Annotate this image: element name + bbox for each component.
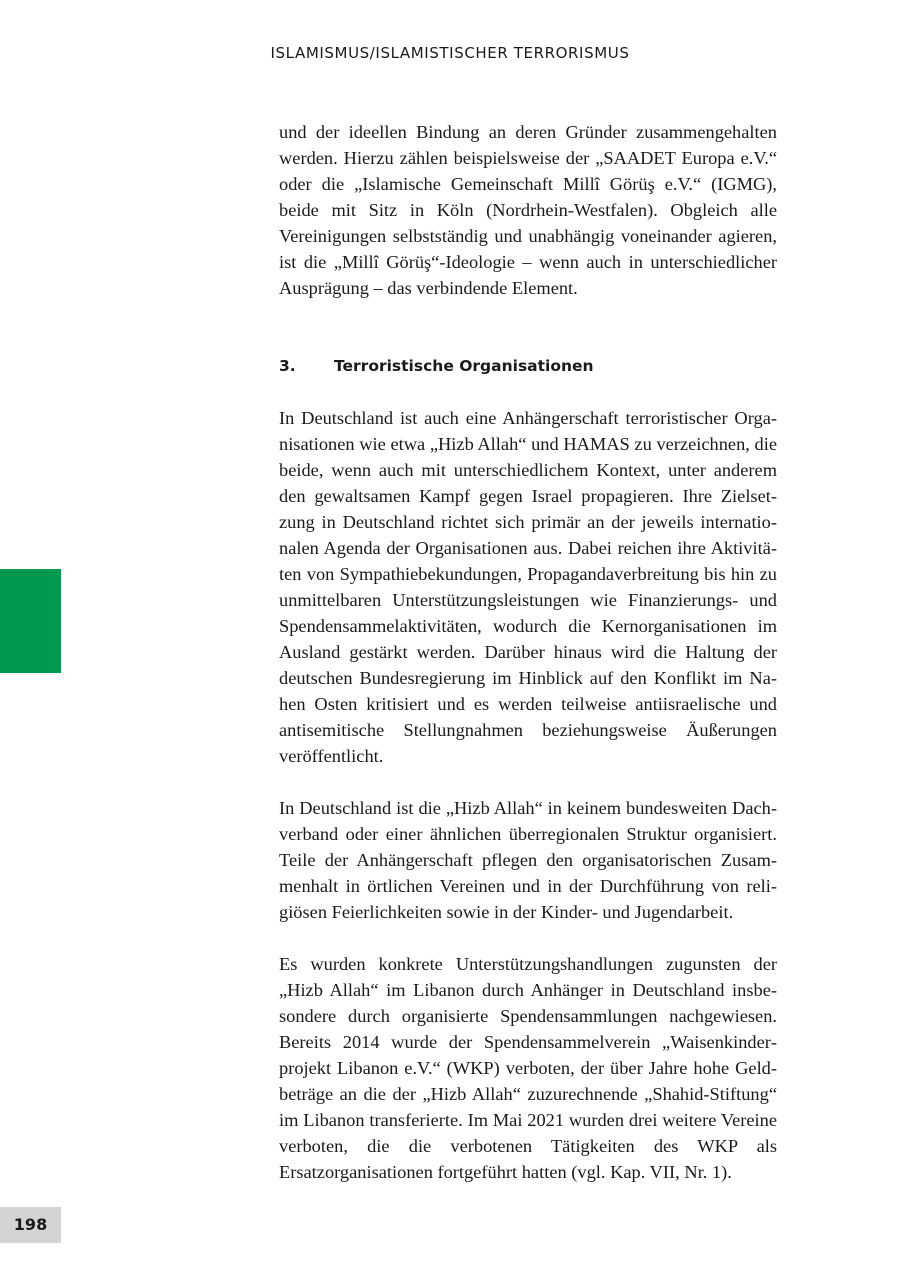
body-paragraph-3: Es wurden konkrete Unterstützungshandlungen zugunsten der „Hizb Allah“ im Libanon durch Anhänger in Deutschland insbesondere durch organisierte Spendensammlungen nachgewiesen. Bereits 2014 wurde der Spendensammelverein „Waisenkinderprojekt Libanon e.V.“ (WKP) verboten, der über Jahre hohe Geldbeträge an die der „Hizb Allah“ zuzurechnende „Shahid-Stiftung“ im Libanon transferierte. Im Mai 2021 wurden drei weitere Vereine verboten, die die verbotenen Tätigkeiten des WKP als Ersatzorganisationen fortgeführt hatten (vgl. Kap. VII, Nr. 1). xyxy=(279,954,777,1182)
section-title: Terroristische Organisationen xyxy=(334,357,594,375)
page-body xyxy=(279,119,777,1185)
section-number: 3. xyxy=(279,357,296,375)
running-header: ISLAMISMUS/ISLAMISTISCHER TERRORISMUS xyxy=(270,44,630,62)
page-number: 198 xyxy=(0,1207,61,1243)
body-paragraph-1: In Deutschland ist auch eine Anhängerschaft terroristischer Organisationen wie etwa „Hizb Allah“ und HAMAS zu verzeichnen, die beide, wenn auch mit unterschiedlichem Kontext, unter anderem den gewaltsamen Kampf gegen Israel propagieren. Ihre Zielsetzung in Deutschland richtet sich primär an der jeweils internationalen Agenda der Organisationen aus. Dabei reichen ihre Aktivitäten von Sympathiebekundungen, Propagandaverbreitung bis hin zu unmittelbaren Unterstützungsleistungen wie Finanzierungs- und Spendensammelaktivitäten, wodurch die Kernorganisationen im Ausland gestärkt werden. Darüber hinaus wird die Haltung der deutschen Bundesregierung im Hinblick auf den Konflikt im Nahen Osten kritisiert und es werden teilweise antiisraelische und antisemitische Stellungnahmen beziehungsweise Äußerungen veröffentlicht. xyxy=(279,408,777,766)
chapter-color-tab xyxy=(0,569,61,673)
section-heading xyxy=(279,353,777,379)
intro-paragraph: und der ideellen Bindung an deren Gründer zusammengehalten werden. Hierzu zählen beispielsweise der „SAADET Europa e.V.“ oder die „Islamische Gemeinschaft Millî Görüş e.V.“ (IGMG), beide mit Sitz in Köln (Nordrhein-Westfalen). Obgleich alle Vereinigungen selbstständig und unabhängig voneinander agieren, ist die „Millî Görüş“-Ideologie – wenn auch in unterschiedlicher Ausprägung – das verbindende Element. xyxy=(279,122,777,298)
body-paragraph-2: In Deutschland ist die „Hizb Allah“ in keinem bundesweiten Dachverband oder einer ähnlichen überregionalen Struktur organisiert. Teile der Anhängerschaft pflegen den organisatorischen Zusammenhalt in örtlichen Vereinen und in der Durchführung von religiösen Feierlichkeiten sowie in der Kinder- und Jugendarbeit. xyxy=(279,798,777,922)
